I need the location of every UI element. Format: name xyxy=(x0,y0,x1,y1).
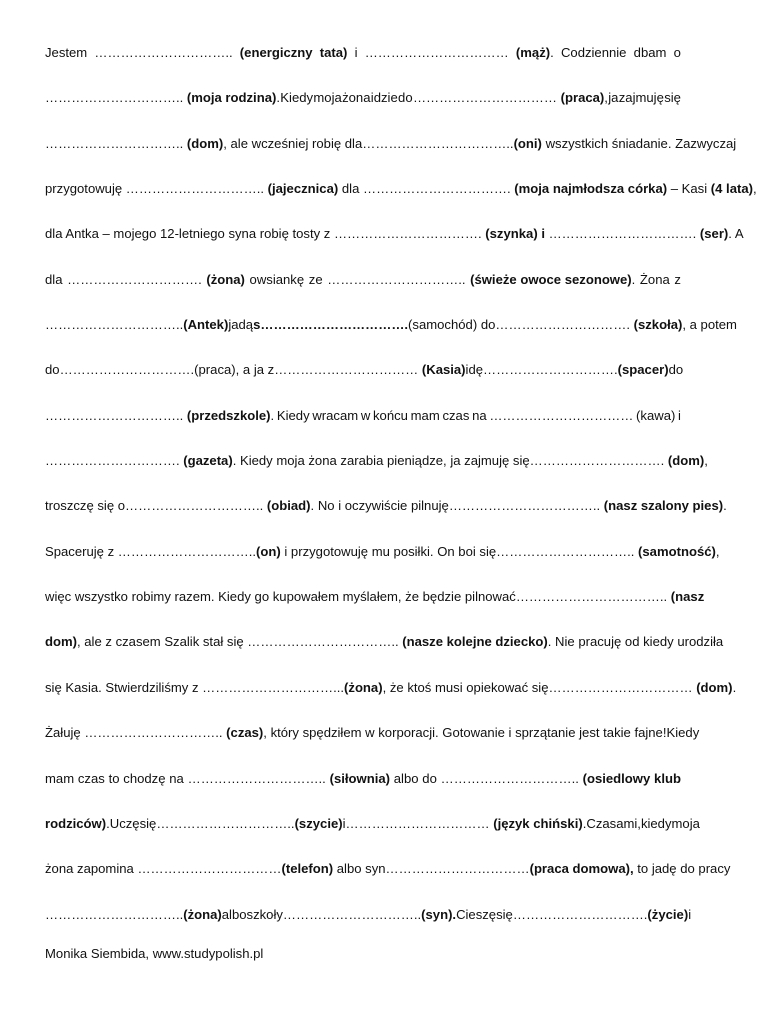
blank: ………………………….. xyxy=(156,815,295,831)
blank: ………………………….. xyxy=(282,906,422,922)
text: Codziennie xyxy=(560,45,627,60)
text: się xyxy=(664,90,681,106)
hint: (żona) xyxy=(183,906,222,922)
hint: (szycie) xyxy=(294,815,343,831)
text: kiedy xyxy=(640,815,672,831)
hint: (energiczny xyxy=(239,45,313,60)
text-line xyxy=(45,584,705,629)
blank: ………………………….. xyxy=(125,498,264,514)
text: . xyxy=(106,815,110,831)
text: się xyxy=(139,815,157,831)
blank: …………………………. xyxy=(483,362,618,378)
text: , który spędziłem w korporacji. Gotowanie i sprzątanie jest takie fajne! xyxy=(263,725,667,741)
text: więc wszystko robimy razem. Kiedy go kupowałem myślałem, że będzie pilnować xyxy=(45,589,516,605)
blank: ………………………….. xyxy=(45,407,184,423)
text-line xyxy=(45,675,737,720)
text: na xyxy=(472,407,487,423)
text: . xyxy=(631,271,636,287)
text-line xyxy=(45,267,681,312)
hint: (moja najmłodsza córka) xyxy=(514,181,668,197)
blank: …………………………… xyxy=(137,861,282,877)
blank: ………………………….. xyxy=(496,543,635,559)
text: szkoły xyxy=(246,906,283,922)
text: . Kiedy moja żona zarabia pieniądze, ja zajmuję się xyxy=(232,453,530,469)
blank: …………………………. xyxy=(45,453,180,469)
text: Czasami, xyxy=(586,815,641,831)
blank: …………………………… xyxy=(385,861,530,877)
text: albo xyxy=(393,770,419,786)
blank: …………………………. xyxy=(529,453,665,469)
text: , a potem xyxy=(682,317,737,333)
text: do xyxy=(668,362,684,378)
blank: ……………………………. xyxy=(544,226,700,242)
hint: (siłownia) xyxy=(329,770,390,786)
text: chodzę xyxy=(123,770,166,786)
text: troszczę się o xyxy=(45,498,126,514)
text: Jestem xyxy=(45,45,88,60)
blank: ………………………….. xyxy=(84,725,223,741)
text-line xyxy=(45,629,724,674)
text: dla xyxy=(45,271,63,287)
text: Kiedy xyxy=(666,725,700,741)
text: na xyxy=(169,770,184,786)
text-line xyxy=(45,811,700,856)
text: dla ……………………………. xyxy=(338,181,515,197)
text-line xyxy=(45,448,708,493)
text-line xyxy=(45,720,700,765)
text: Spaceruję z xyxy=(45,543,115,559)
text: Cieszę xyxy=(456,906,497,922)
text: . xyxy=(732,679,737,695)
hint: (nasze kolejne dziecko) xyxy=(398,634,548,650)
blank: ………………………….. xyxy=(45,135,184,151)
text: z xyxy=(674,271,681,287)
blank: …………………………… xyxy=(548,679,693,695)
hint: (osiedlowy xyxy=(582,770,651,786)
blank: …………………………….. xyxy=(448,498,601,514)
hint: (oni) xyxy=(513,135,542,151)
blank: …………………………… xyxy=(364,45,509,60)
text: do xyxy=(45,362,60,378)
text: żona xyxy=(342,90,371,106)
text: , xyxy=(604,90,608,106)
text-line xyxy=(45,493,727,538)
text-line xyxy=(45,85,681,130)
hint: (praca) xyxy=(560,90,605,106)
text-line xyxy=(45,131,737,176)
text: i xyxy=(354,45,358,60)
text-line xyxy=(45,357,684,402)
hint: (nasz xyxy=(670,589,705,605)
hint: (jajecznica) xyxy=(267,181,339,197)
text: , xyxy=(704,453,708,469)
text: , ale z czasem Szalik stał się xyxy=(77,634,248,650)
blank: …………………………… xyxy=(412,90,557,106)
text: ja xyxy=(608,90,619,106)
hint: (4 lata) xyxy=(710,181,753,197)
blank: …………………………… xyxy=(345,815,490,831)
hint: klub xyxy=(654,770,681,786)
hint: (syn). xyxy=(421,906,457,922)
text: dbam xyxy=(633,45,667,60)
blank: …………………………. xyxy=(495,317,630,333)
hint: (żona) xyxy=(344,679,383,695)
worksheet-body xyxy=(45,40,757,947)
blank: ………………………….. xyxy=(45,317,184,333)
text: Żona xyxy=(639,271,670,287)
text: się xyxy=(496,906,513,922)
text: dla Antka – mojego 12-letniego syna robię tosty z ……………………………. xyxy=(45,226,486,242)
text: mam xyxy=(45,770,75,786)
text: . xyxy=(723,498,727,514)
blank: …………………………… xyxy=(274,362,419,378)
text-line xyxy=(45,221,744,266)
text-line xyxy=(45,176,757,221)
text: to jadę do pracy xyxy=(637,861,731,877)
text: jadą xyxy=(228,317,254,333)
text: . xyxy=(550,45,554,60)
blank: ………………………….. xyxy=(327,271,466,287)
text: i xyxy=(678,407,681,423)
text: . xyxy=(270,407,275,423)
blank: …………………………... xyxy=(202,679,345,695)
hint: (szynka) i xyxy=(485,226,545,242)
hint: (przedszkole) xyxy=(186,407,271,423)
text: Kiedy xyxy=(276,407,310,423)
text: . A xyxy=(728,226,744,242)
text: (samochód) do xyxy=(408,317,496,333)
text: czas xyxy=(442,407,470,423)
hint: (mąż) xyxy=(515,45,551,60)
text: czas xyxy=(77,770,105,786)
text: . xyxy=(276,90,280,106)
text: Żałuję xyxy=(45,725,81,741)
hint: (gazeta) xyxy=(183,453,233,469)
text: albo xyxy=(221,906,247,922)
blank: ………………………….. xyxy=(45,906,184,922)
text-line xyxy=(45,403,681,448)
hint: (dom) xyxy=(696,679,733,695)
hint: (Antek) xyxy=(183,317,229,333)
hint: (Kasia) xyxy=(421,362,466,378)
blank: …………………………. xyxy=(67,271,202,287)
hint: (praca domowa), xyxy=(529,861,634,877)
hint: (ser) xyxy=(699,226,729,242)
blank: ………………………….. xyxy=(187,770,326,786)
text: i xyxy=(342,815,346,831)
text: Kiedy xyxy=(280,90,314,106)
hint: (żona) xyxy=(206,271,245,287)
blank: …………………………. xyxy=(512,906,648,922)
blank: …………………………….. xyxy=(362,135,514,151)
text: idzie xyxy=(370,90,398,106)
text-line xyxy=(45,902,692,947)
text-line xyxy=(45,539,720,584)
blank: ………………………….. xyxy=(440,770,579,786)
hint: (język chiński) xyxy=(493,815,583,831)
hint: (świeże owoce sezonowe) xyxy=(470,271,632,287)
text: wszystkich śniadanie. Zazwyczaj xyxy=(545,135,737,151)
text: zajmuję xyxy=(618,90,664,106)
text: . Nie pracuję od kiedy urodziła xyxy=(547,634,724,650)
text: , xyxy=(715,543,720,559)
text: i xyxy=(688,906,692,922)
hint: (szkoła) xyxy=(633,317,683,333)
text: wracam xyxy=(312,407,359,423)
text: (kawa) xyxy=(636,407,676,423)
text: , xyxy=(752,181,757,197)
hint: (on) xyxy=(256,543,281,559)
text: , że ktoś musi opiekować się xyxy=(382,679,549,695)
blank: ………………………….. xyxy=(117,543,257,559)
hint: (dom) xyxy=(186,135,224,151)
text: . xyxy=(582,815,587,831)
blank: s……………………………. xyxy=(253,317,409,333)
text: to xyxy=(108,770,120,786)
text-line xyxy=(45,40,681,85)
text: – Kasi xyxy=(667,181,711,197)
text: ze xyxy=(308,271,323,287)
text: owsiankę xyxy=(249,271,305,287)
text: moja xyxy=(671,815,700,831)
text: i przygotowuję mu posiłki. On boi się xyxy=(284,543,497,559)
blank: ………………………….. xyxy=(45,90,184,106)
text: . No i oczywiście pilnuję xyxy=(310,498,449,514)
text-line xyxy=(45,856,731,901)
text-line xyxy=(45,766,681,811)
hint: (spacer) xyxy=(617,362,669,378)
text: o xyxy=(673,45,681,60)
text: idę xyxy=(465,362,484,378)
text: do xyxy=(422,770,437,786)
blank: …………………………… xyxy=(489,407,634,423)
hint: (samotność) xyxy=(638,543,716,559)
hint: (życie) xyxy=(647,906,689,922)
text: przygotowuję ………………………….. xyxy=(45,181,268,197)
text: (praca), a ja z xyxy=(194,362,275,378)
hint: (dom) xyxy=(667,453,705,469)
hint: (obiad) xyxy=(266,498,311,514)
text: , ale wcześniej robię dla xyxy=(223,135,363,151)
text-line xyxy=(45,312,737,357)
text: końcu xyxy=(373,407,408,423)
blank: …………………………….. xyxy=(247,634,399,650)
blank: …………………………. xyxy=(59,362,195,378)
hint: dom) xyxy=(45,634,77,650)
hint: (nasz szalony pies) xyxy=(603,498,724,514)
text: do xyxy=(398,90,413,106)
text: się Kasia. Stwierdziliśmy z xyxy=(45,679,199,695)
text: żona zapomina xyxy=(45,861,134,877)
hint: (czas) xyxy=(226,725,264,741)
text: moja xyxy=(313,90,342,106)
text: mam xyxy=(410,407,440,423)
text: w xyxy=(360,407,371,423)
hint: rodziców) xyxy=(45,815,107,831)
blank: ………………………….. xyxy=(94,45,233,60)
hint: (moja rodzina) xyxy=(186,90,277,106)
page-footer: Monika Siembida, www.studypolish.pl xyxy=(45,946,264,961)
hint: tata) xyxy=(319,45,348,60)
blank: …………………………….. xyxy=(515,589,668,605)
hint: (telefon) xyxy=(281,861,334,877)
text: Uczę xyxy=(109,815,140,831)
text: albo syn xyxy=(336,861,386,877)
